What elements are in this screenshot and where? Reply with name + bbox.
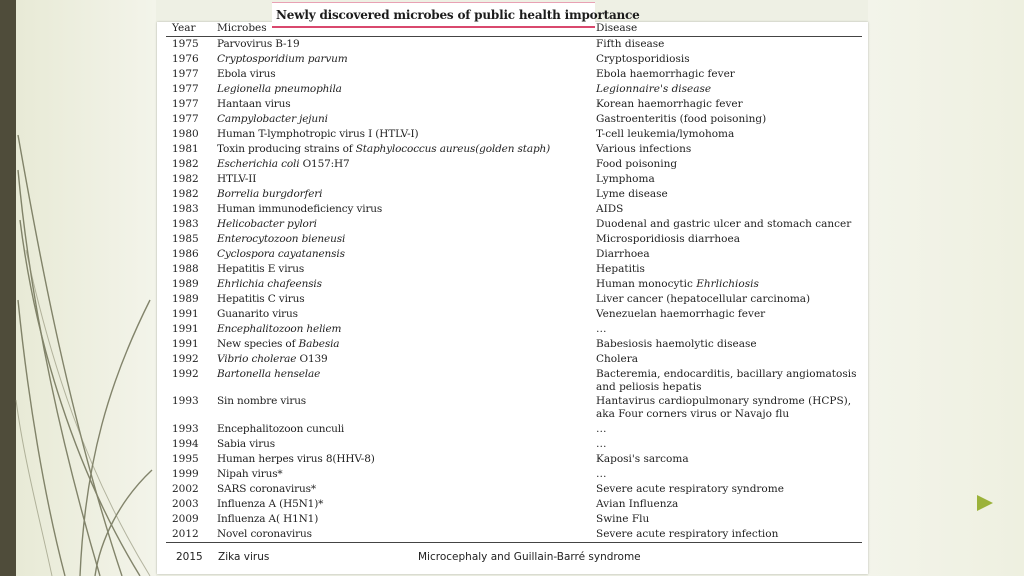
microbe-part: O139 <box>296 353 328 365</box>
table-row <box>0 113 1024 128</box>
disease-part: Hepatitis <box>596 263 645 275</box>
disease-cell <box>596 158 861 171</box>
header-year: Year <box>172 22 196 34</box>
microbe-cell <box>217 53 589 66</box>
table-row <box>0 38 1024 53</box>
disease-part: Avian Influenza <box>596 498 679 510</box>
microbe-cell <box>217 438 589 451</box>
year-cell: 1993 <box>172 395 199 407</box>
table-row <box>0 188 1024 203</box>
year-cell: 1999 <box>172 468 199 480</box>
disease-cell <box>596 453 861 466</box>
table-row <box>0 233 1024 248</box>
disease-cell <box>596 98 861 111</box>
disease-cell <box>596 128 861 141</box>
microbe-part: Nipah virus* <box>217 468 283 480</box>
microbe-part: Encephalitozoon heliem <box>217 323 342 335</box>
disease-part: Liver cancer (hepatocellular carcinoma) <box>596 293 811 305</box>
microbe-part: Vibrio cholerae <box>217 353 297 365</box>
microbe-part: Escherichia coli <box>217 158 300 170</box>
disease-part: Hantavirus cardiopulmonary syndrome (HCPS), <box>596 395 852 407</box>
table-row <box>0 218 1024 233</box>
microbe-cell <box>217 513 589 526</box>
table-row <box>0 248 1024 263</box>
disease-part: Fifth disease <box>596 38 665 50</box>
disease-cell <box>596 353 861 366</box>
disease-cell <box>596 498 861 511</box>
table-row <box>0 323 1024 338</box>
year-cell: 1975 <box>172 38 199 50</box>
disease-part: Various infections <box>596 143 692 155</box>
microbe-cell <box>217 218 589 231</box>
table-row <box>0 353 1024 368</box>
disease-part: … <box>596 468 607 480</box>
header-microbes: Microbes <box>217 22 267 34</box>
disease-cell <box>596 53 861 66</box>
disease-part: Cryptosporidiosis <box>596 53 690 65</box>
disease-part: Lyme disease <box>596 188 668 200</box>
year-cell: 1992 <box>172 353 199 365</box>
table-row <box>0 395 1024 420</box>
year-cell: 1980 <box>172 128 199 140</box>
disease-cell <box>596 233 861 246</box>
disease-cell <box>596 203 861 216</box>
microbe-cell <box>217 143 589 156</box>
microbe-cell <box>217 528 589 541</box>
microbe-cell <box>217 368 589 381</box>
disease-cell <box>596 468 861 481</box>
year-cell: 1977 <box>172 113 199 125</box>
disease-part: T-cell leukemia/lymohoma <box>596 128 735 140</box>
disease-cell <box>596 528 861 541</box>
year-cell: 1991 <box>172 338 199 350</box>
year-cell: 2003 <box>172 498 199 510</box>
table-row <box>0 263 1024 278</box>
microbe-part: HTLV-II <box>217 173 257 185</box>
disease-cell <box>596 248 861 261</box>
table-row <box>0 468 1024 483</box>
disease-part: Korean haemorrhagic fever <box>596 98 743 110</box>
disease-part: … <box>596 323 607 335</box>
year-cell: 1991 <box>172 323 199 335</box>
year-cell: 1977 <box>172 83 199 95</box>
microbe-cell <box>217 113 589 126</box>
microbe-part: Hantaan virus <box>217 98 291 110</box>
disease-part: Food poisoning <box>596 158 678 170</box>
disease-part: aka Four corners virus or Navajo flu <box>596 408 790 420</box>
microbe-part: Ebola virus <box>217 68 276 80</box>
year-cell: 1985 <box>172 233 199 245</box>
disease-part: … <box>596 438 607 450</box>
microbe-part: Human T-lymphotropic virus I (HTLV-I) <box>217 128 419 140</box>
disease-part: Venezuelan haemorrhagic fever <box>596 308 766 320</box>
table-row <box>0 338 1024 353</box>
microbe-part: Novel coronavirus <box>217 528 312 540</box>
microbe-part: Helicobacter pylori <box>217 218 317 230</box>
year-cell: 1983 <box>172 218 199 230</box>
disease-part: Kaposi's sarcoma <box>596 453 689 465</box>
year-cell: 1995 <box>172 453 199 465</box>
year-cell: 1981 <box>172 143 199 155</box>
table-row <box>0 513 1024 528</box>
disease-cell <box>596 263 861 276</box>
microbe-cell <box>217 353 589 366</box>
year-cell: 1982 <box>172 188 199 200</box>
microbe-part: Staphylococcus aureus(golden staph) <box>355 143 551 155</box>
disease-part: Ehrlichiosis <box>696 278 759 290</box>
disease-part: Babesiosis haemolytic disease <box>596 338 757 350</box>
disease-part: Diarrhoea <box>596 248 650 260</box>
microbe-part: Legionella pneumophila <box>217 83 342 95</box>
disease-cell <box>596 395 861 421</box>
microbe-part: Human immunodeficiency virus <box>217 203 383 215</box>
microbe-cell <box>217 248 589 261</box>
microbe-part: Human herpes virus 8(HHV-8) <box>217 453 375 465</box>
year-cell: 1993 <box>172 423 199 435</box>
disease-cell <box>596 38 861 51</box>
disease-part: Swine Flu <box>596 513 650 525</box>
table-row <box>0 203 1024 218</box>
year-cell: 2012 <box>172 528 199 540</box>
microbe-cell <box>217 323 589 336</box>
microbe-cell <box>217 38 589 51</box>
disease-cell <box>596 143 861 156</box>
bottom-rule <box>166 542 862 543</box>
microbe-cell <box>217 483 589 496</box>
last-row-year: 2015 <box>176 551 203 563</box>
table-row <box>0 368 1024 393</box>
table-row <box>0 173 1024 188</box>
microbe-part: Hepatitis E virus <box>217 263 305 275</box>
year-cell: 1989 <box>172 278 199 290</box>
microbe-part: Encephalitozoon cunculi <box>217 423 345 435</box>
header-disease: Disease <box>596 22 638 34</box>
table-row <box>0 53 1024 68</box>
last-row-microbe: Zika virus <box>218 551 270 563</box>
microbe-cell <box>217 158 589 171</box>
microbe-cell <box>217 468 589 481</box>
disease-cell <box>596 368 861 394</box>
table-row <box>0 483 1024 498</box>
disease-part: Cholera <box>596 353 638 365</box>
disease-cell <box>596 293 861 306</box>
disease-cell <box>596 113 861 126</box>
microbe-cell <box>217 395 589 408</box>
table-row <box>0 68 1024 83</box>
table-row <box>0 143 1024 158</box>
microbe-part: Parvovirus B-19 <box>217 38 300 50</box>
microbe-cell <box>217 498 589 511</box>
microbe-cell <box>217 293 589 306</box>
disease-cell <box>596 83 861 96</box>
year-cell: 1994 <box>172 438 199 450</box>
table-row <box>0 423 1024 438</box>
year-cell: 2002 <box>172 483 199 495</box>
disease-part: Duodenal and gastric ulcer and stomach cancer <box>596 218 852 230</box>
table-row <box>0 528 1024 543</box>
table-row <box>0 158 1024 173</box>
table-row <box>0 98 1024 113</box>
microbe-cell <box>217 188 589 201</box>
year-cell: 1988 <box>172 263 199 275</box>
microbe-part: Influenza A (H5N1)* <box>217 498 324 510</box>
year-cell: 1992 <box>172 368 199 380</box>
disease-cell <box>596 173 861 186</box>
disease-part: Ebola haemorrhagic fever <box>596 68 735 80</box>
microbe-cell <box>217 453 589 466</box>
microbe-part: Bartonella henselae <box>217 368 321 380</box>
disease-part: Severe acute respiratory infection <box>596 528 779 540</box>
disease-cell <box>596 513 861 526</box>
year-cell: 1977 <box>172 98 199 110</box>
microbe-cell <box>217 128 589 141</box>
disease-part: Human monocytic <box>596 278 697 290</box>
year-cell: 1983 <box>172 203 199 215</box>
disease-cell <box>596 278 861 291</box>
year-cell: 1977 <box>172 68 199 80</box>
table-row <box>0 453 1024 468</box>
microbe-cell <box>217 173 589 186</box>
disease-part: and peliosis hepatis <box>596 381 702 393</box>
disease-cell <box>596 68 861 81</box>
year-cell: 1982 <box>172 158 199 170</box>
microbe-part: Cryptosporidium parvum <box>217 53 348 65</box>
year-cell: 2009 <box>172 513 199 525</box>
microbe-part: Hepatitis C virus <box>217 293 305 305</box>
microbe-part: Ehrlichia chafeensis <box>217 278 322 290</box>
microbe-cell <box>217 278 589 291</box>
table-row <box>0 128 1024 143</box>
microbe-part: Campylobacter jejuni <box>217 113 328 125</box>
disease-part: Legionnaire's disease <box>596 83 712 95</box>
disease-part: … <box>596 423 607 435</box>
year-cell: 1991 <box>172 308 199 320</box>
microbe-part: Guanarito virus <box>217 308 298 320</box>
header-rule <box>166 36 862 37</box>
table-row <box>0 278 1024 293</box>
microbe-cell <box>217 203 589 216</box>
microbe-cell <box>217 233 589 246</box>
microbe-part: Toxin producing strains of <box>217 143 356 155</box>
microbe-part: Sin nombre virus <box>217 395 307 407</box>
year-cell: 1982 <box>172 173 199 185</box>
disease-cell <box>596 188 861 201</box>
microbe-part: Borrelia burgdorferi <box>217 188 323 200</box>
disease-part: Gastroenteritis (food poisoning) <box>596 113 767 125</box>
table-row <box>0 308 1024 323</box>
year-cell: 1976 <box>172 53 199 65</box>
microbe-cell <box>217 423 589 436</box>
microbe-part: SARS coronavirus* <box>217 483 316 495</box>
year-cell: 1989 <box>172 293 199 305</box>
disease-part: Bacteremia, endocarditis, bacillary angiomatosis <box>596 368 857 380</box>
table-row <box>0 83 1024 98</box>
disease-cell <box>596 308 861 321</box>
last-row-disease: Microcephaly and Guillain-Barré syndrome <box>418 551 641 563</box>
year-cell: 1986 <box>172 248 199 260</box>
microbe-cell <box>217 308 589 321</box>
disease-part: AIDS <box>596 203 624 215</box>
disease-cell <box>596 323 861 336</box>
microbe-cell <box>217 83 589 96</box>
microbe-part: Cyclospora cayatanensis <box>217 248 345 260</box>
microbe-cell <box>217 98 589 111</box>
disease-cell <box>596 218 861 231</box>
disease-cell <box>596 483 861 496</box>
table-row <box>0 293 1024 308</box>
table-row <box>0 438 1024 453</box>
microbe-part: Influenza A( H1N1) <box>217 513 319 525</box>
table-title: Newly discovered microbes of public health importance <box>276 8 640 22</box>
microbe-part: Babesia <box>298 338 340 350</box>
microbe-part: New species of <box>217 338 299 350</box>
table-row <box>0 498 1024 513</box>
microbe-part: O157:H7 <box>299 158 350 170</box>
disease-part: Lymphoma <box>596 173 655 185</box>
disease-part: Severe acute respiratory syndrome <box>596 483 784 495</box>
microbe-cell <box>217 338 589 351</box>
disease-part: Microsporidiosis diarrhoea <box>596 233 740 245</box>
microbe-cell <box>217 68 589 81</box>
disease-cell <box>596 423 861 436</box>
microbe-cell <box>217 263 589 276</box>
disease-cell <box>596 338 861 351</box>
microbe-part: Enterocytozoon bieneusi <box>217 233 346 245</box>
disease-cell <box>596 438 861 451</box>
microbe-part: Sabia virus <box>217 438 275 450</box>
